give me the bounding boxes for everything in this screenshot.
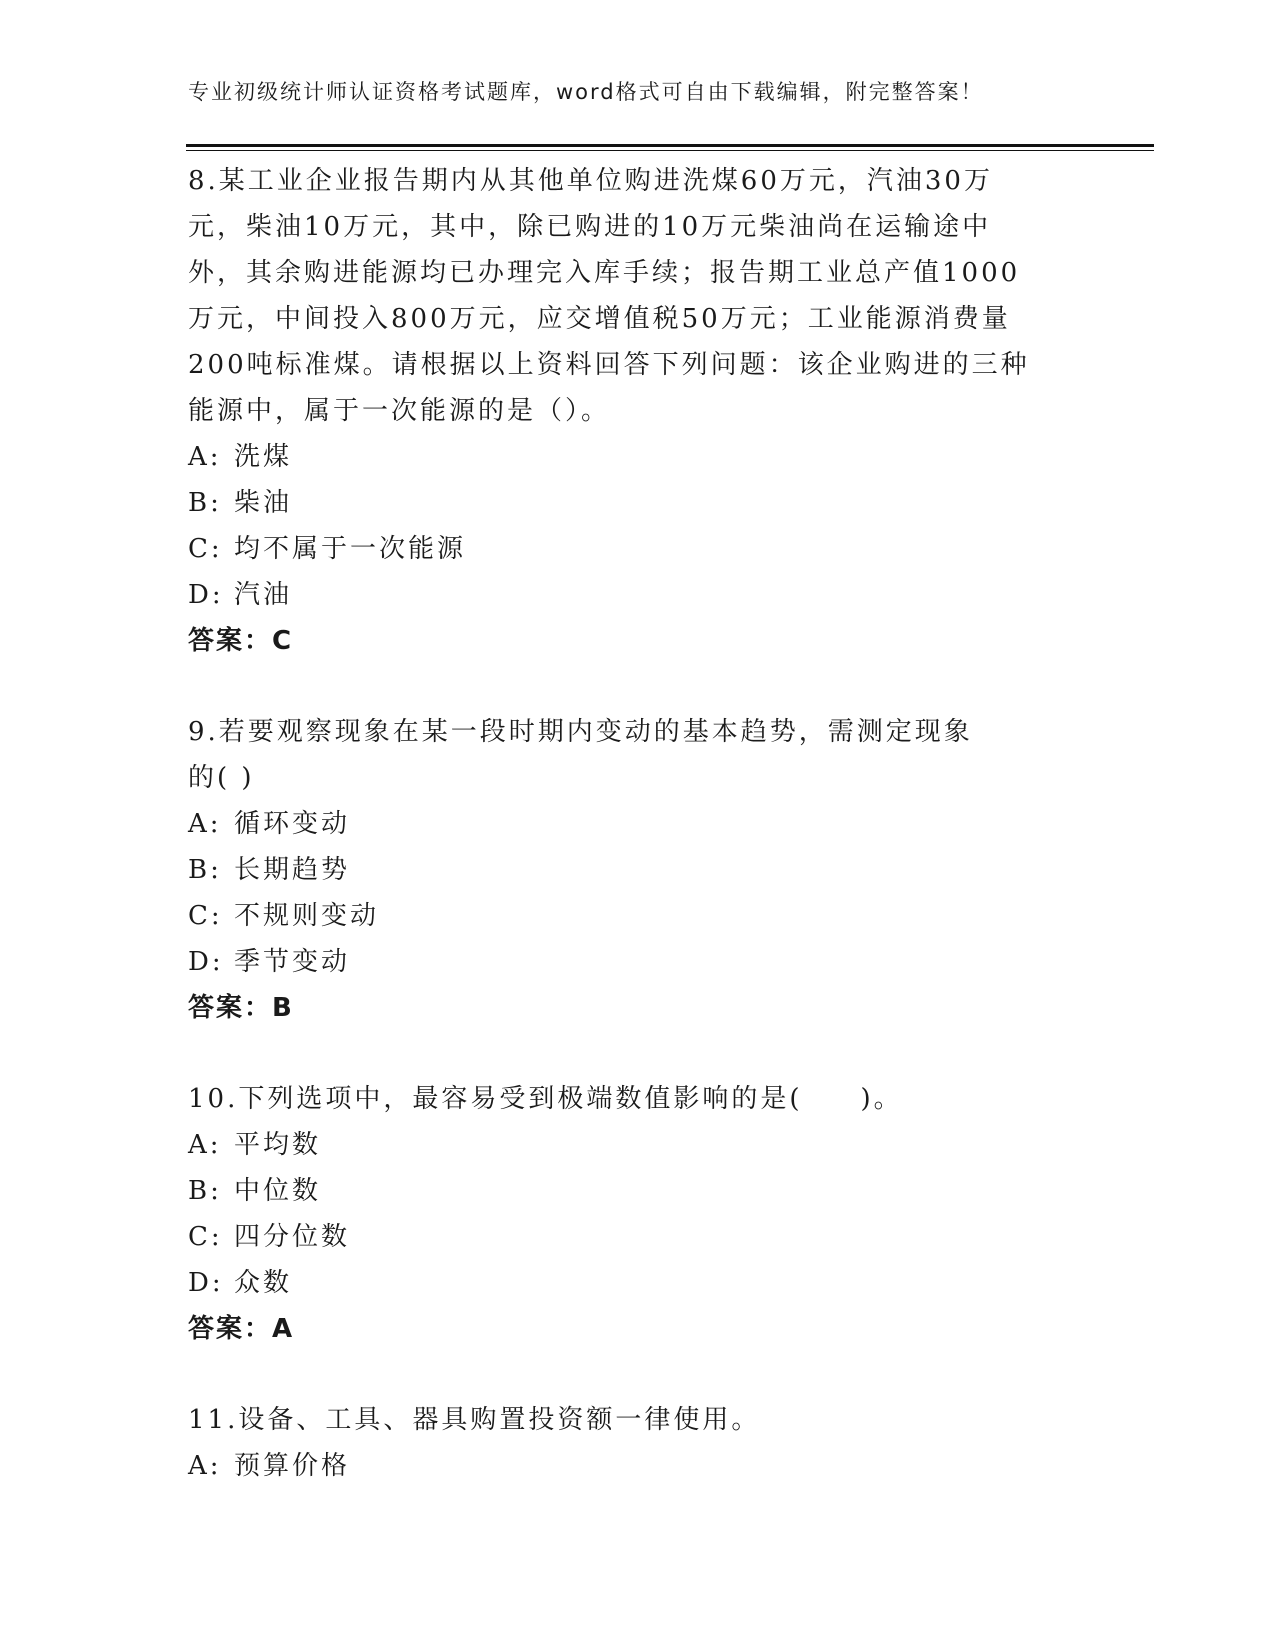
option-letter: C:	[188, 534, 223, 564]
option-letter: B:	[188, 488, 222, 518]
option-b	[188, 847, 1088, 893]
option-letter: A:	[188, 1451, 222, 1481]
option-letter: D:	[188, 580, 224, 610]
option-text: 长期趋势	[234, 855, 351, 885]
option-letter: A:	[188, 809, 222, 839]
option-letter: D:	[188, 1268, 224, 1298]
header-rule	[186, 144, 1154, 147]
question-list	[188, 158, 1088, 1534]
question-stem: 11.设备、工具、器具购置投资额一律使用。	[188, 1405, 761, 1435]
option-letter: C:	[188, 901, 223, 931]
option-a	[188, 801, 1088, 847]
option-letter: D:	[188, 947, 224, 977]
option-b	[188, 1168, 1088, 1214]
option-d	[188, 1260, 1088, 1306]
option-a	[188, 1443, 1088, 1489]
option-text: 循环变动	[234, 809, 351, 839]
option-letter: A:	[188, 1130, 222, 1160]
option-a	[188, 434, 1088, 480]
option-text: 季节变动	[234, 947, 351, 977]
option-letter: C:	[188, 1222, 223, 1252]
option-text: 汽油	[234, 580, 293, 610]
option-text: 中位数	[234, 1176, 322, 1206]
option-text: 不规则变动	[234, 901, 380, 931]
option-text: 均不属于一次能源	[234, 534, 467, 564]
option-text: 众数	[234, 1268, 293, 1298]
option-text: 预算价格	[234, 1451, 351, 1481]
option-text: 柴油	[234, 488, 293, 518]
option-letter: A:	[188, 442, 222, 472]
answer-label: 答案：B	[188, 993, 294, 1023]
option-c	[188, 893, 1088, 939]
question-stem: 8.某工业企业报告期内从其他单位购进洗煤60万元，汽油30万元，柴油10万元，其中，除已购进的10万元柴油尚在运输途中外，其余购进能源均已办理完入库手续；报告期工业总产值1000万元，中间投入800万元，应交增值税50万元；工业能源消费量200吨标准煤。请根据以上资料回答下列问题：该企业购进的三种能源中，属于一次能源的是（）。	[188, 166, 1030, 426]
option-c	[188, 526, 1088, 572]
question-stem: 9.若要观察现象在某一段时期内变动的基本趋势，需测定现象的( )	[188, 717, 973, 793]
question-stem: 10.下列选项中，最容易受到极端数值影响的是( )。	[188, 1084, 903, 1114]
option-letter: B:	[188, 855, 222, 885]
question-9	[188, 709, 1088, 1031]
question-8	[188, 158, 1088, 664]
question-10	[188, 1076, 1088, 1352]
option-d	[188, 939, 1088, 985]
page-header: 专业初级统计师认证资格考试题库，word格式可自由下载编辑，附完整答案！	[188, 80, 984, 104]
question-11	[188, 1397, 1088, 1489]
option-letter: B:	[188, 1176, 222, 1206]
option-text: 平均数	[234, 1130, 322, 1160]
option-text: 洗煤	[234, 442, 293, 472]
answer-label: 答案：C	[188, 626, 294, 656]
option-c	[188, 1214, 1088, 1260]
option-b	[188, 480, 1088, 526]
header-rule-thin	[186, 150, 1154, 151]
answer-label: 答案：A	[188, 1314, 295, 1344]
option-a	[188, 1122, 1088, 1168]
option-text: 四分位数	[234, 1222, 351, 1252]
option-d	[188, 572, 1088, 618]
